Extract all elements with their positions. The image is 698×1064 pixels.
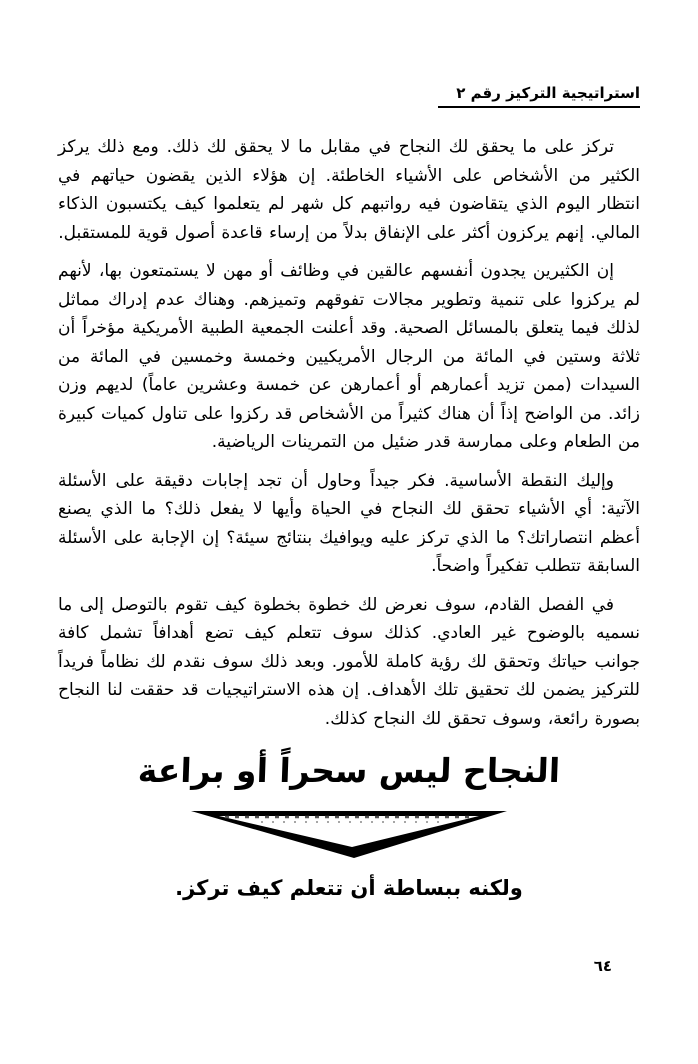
quote-callout bbox=[58, 751, 640, 900]
chapter-header: استراتيجية التركيز رقم ٢ bbox=[438, 84, 640, 108]
running-head bbox=[58, 83, 640, 117]
body-text bbox=[58, 133, 640, 733]
page-number: ٦٤ bbox=[593, 957, 612, 975]
quote-heading: النجاح ليس سحراً أو براعة bbox=[137, 751, 561, 790]
paragraph-3: وإليك النقطة الأساسية. فكر جيداً وحاول أن تجد إجابات دقيقة على الأسئلة الآتية: أي الأشياء تحقق لك النجاح في الحياة وأيها لا يفعل ذلك؟ ما الذي يصنع أعظم انتصاراتك؟ ما الذي تركز عليه ويوافيك بنتائج سيئة؟ إن الإجابة على الأسئلة السابقة تتطلب تفكيراً واضحاً. bbox=[58, 470, 640, 576]
down-arrowhead-icon bbox=[58, 806, 640, 860]
quote-caption: ولكنه ببساطة أن تتعلم كيف تركز. bbox=[175, 876, 523, 900]
paragraph-2: إن الكثيرين يجدون أنفسهم عالقين في وظائف أو مهن لا يستمتعون بها، لأنهم لم يركزوا على تنمية وتطوير مجالات تفوقهم وتميزهم. وهناك عدم إدراك مماثل لذلك فيما يتعلق بالمسائل الصحية. وقد أعلنت الجمعية الطبية الأمريكية مؤخراً أن ثلاثة وستين في المائة من الرجال الأمريكيين وخمسة وخمسين في المائة من السيدات (ممن تزيد أعمارهم أو أعمارهن عن خمسة وعشرين عاماً) لديهم وزن زائد. من الواضح إذاً أن هناك كثيراً من الأشخاص قد ركزوا على تناول كميات كبيرة من الطعام وعلى ممارسة قدر ضئيل من التمرينات الرياضية. bbox=[58, 261, 640, 452]
paragraph-4: في الفصل القادم، سوف نعرض لك خطوة بخطوة كيف تقوم بالتوصل إلى ما نسميه بالوضوح غير العادي. كذلك سوف تتعلم كيف تضع أهدافاً تشمل كافة جوانب حياتك وتحقق لك رؤية كاملة للأمور. وبعد ذلك سوف نقدم لك نظاماً فريداً للتركيز يضمن لك تحقيق تلك الأهداف. إن هذه الاستراتيجيات قد حققت لنا النجاح بصورة رائعة، وسوف تحقق لك النجاح كذلك. bbox=[58, 594, 640, 729]
paragraph-1: تركز على ما يحقق لك النجاح في مقابل ما لا يحقق لك ذلك. ومع ذلك يركز الكثير من الأشخاص على الأشياء الخاطئة. إن هؤلاء الذين يقضون حياتهم في انتظار اليوم الذي يتقاضون فيه رواتبهم كل شهر لم يتعلموا كيف يكتسبون الذكاء المالي. إنهم يركزون أكثر على الإنفاق بدلاً من إرساء قاعدة أصول قوية للمستقبل. bbox=[58, 137, 640, 243]
